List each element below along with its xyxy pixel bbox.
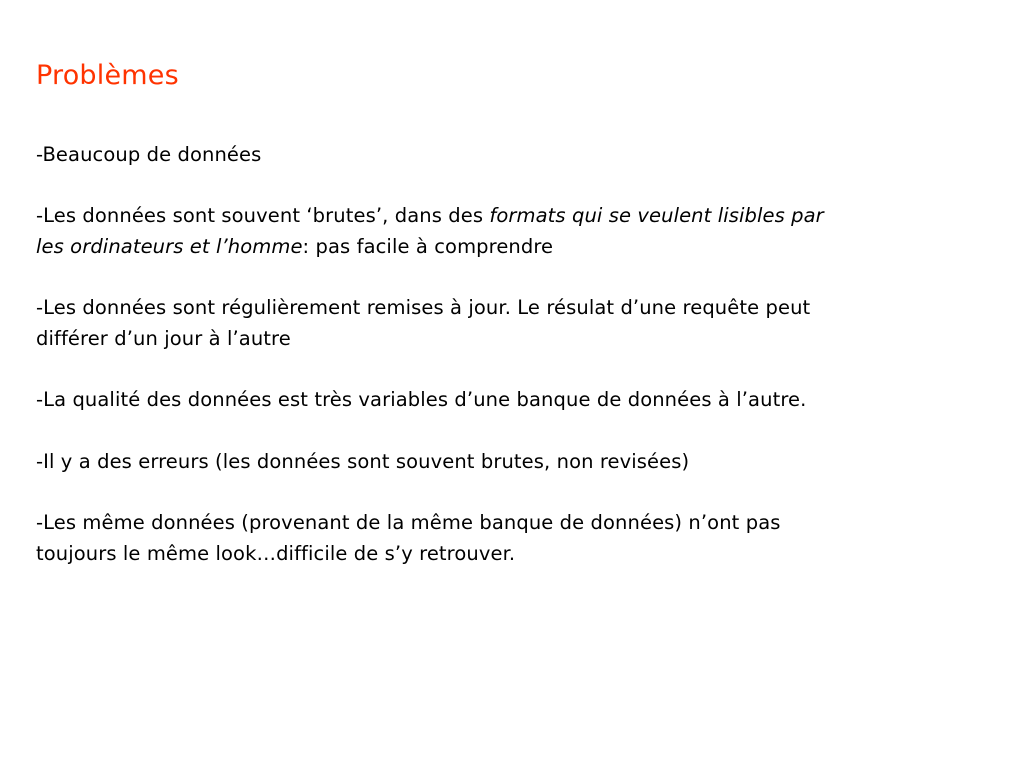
- bullet-text: -Les données sont souvent ‘brutes’, dans des: [36, 204, 490, 227]
- bullet-mises-a-jour: [36, 292, 996, 354]
- bullet-line-2: différer d’un jour à l’autre: [36, 327, 291, 350]
- bullet-line-2: toujours le même look…difficile de s’y retrouver.: [36, 542, 516, 565]
- bullet-beaucoup-de-donnees: -Beaucoup de données: [36, 143, 262, 166]
- bullet-italic-text: formats qui se veulent lisibles par: [489, 204, 824, 227]
- bullet-line-1: [36, 200, 996, 231]
- bullet-meme-donnees: [36, 507, 996, 569]
- bullet-line-1: -Les même données (provenant de la même banque de données) n’ont pas: [36, 511, 781, 534]
- bullet-line-1: -Les données sont régulièrement remises à jour. Le résulat d’une requête peut: [36, 296, 811, 319]
- bullet-text: : pas facile à comprendre: [302, 235, 554, 258]
- bullet-italic-text: les ordinateurs et l’homme: [36, 235, 303, 258]
- bullet-erreurs: -Il y a des erreurs (les données sont souvent brutes, non revisées): [36, 450, 690, 473]
- slide-title: Problèmes: [36, 60, 179, 91]
- bullet-qualite-variable: -La qualité des données est très variables d’une banque de données à l’autre.: [36, 388, 807, 411]
- bullet-line-2: [36, 231, 996, 262]
- bullet-donnees-brutes: [36, 200, 996, 262]
